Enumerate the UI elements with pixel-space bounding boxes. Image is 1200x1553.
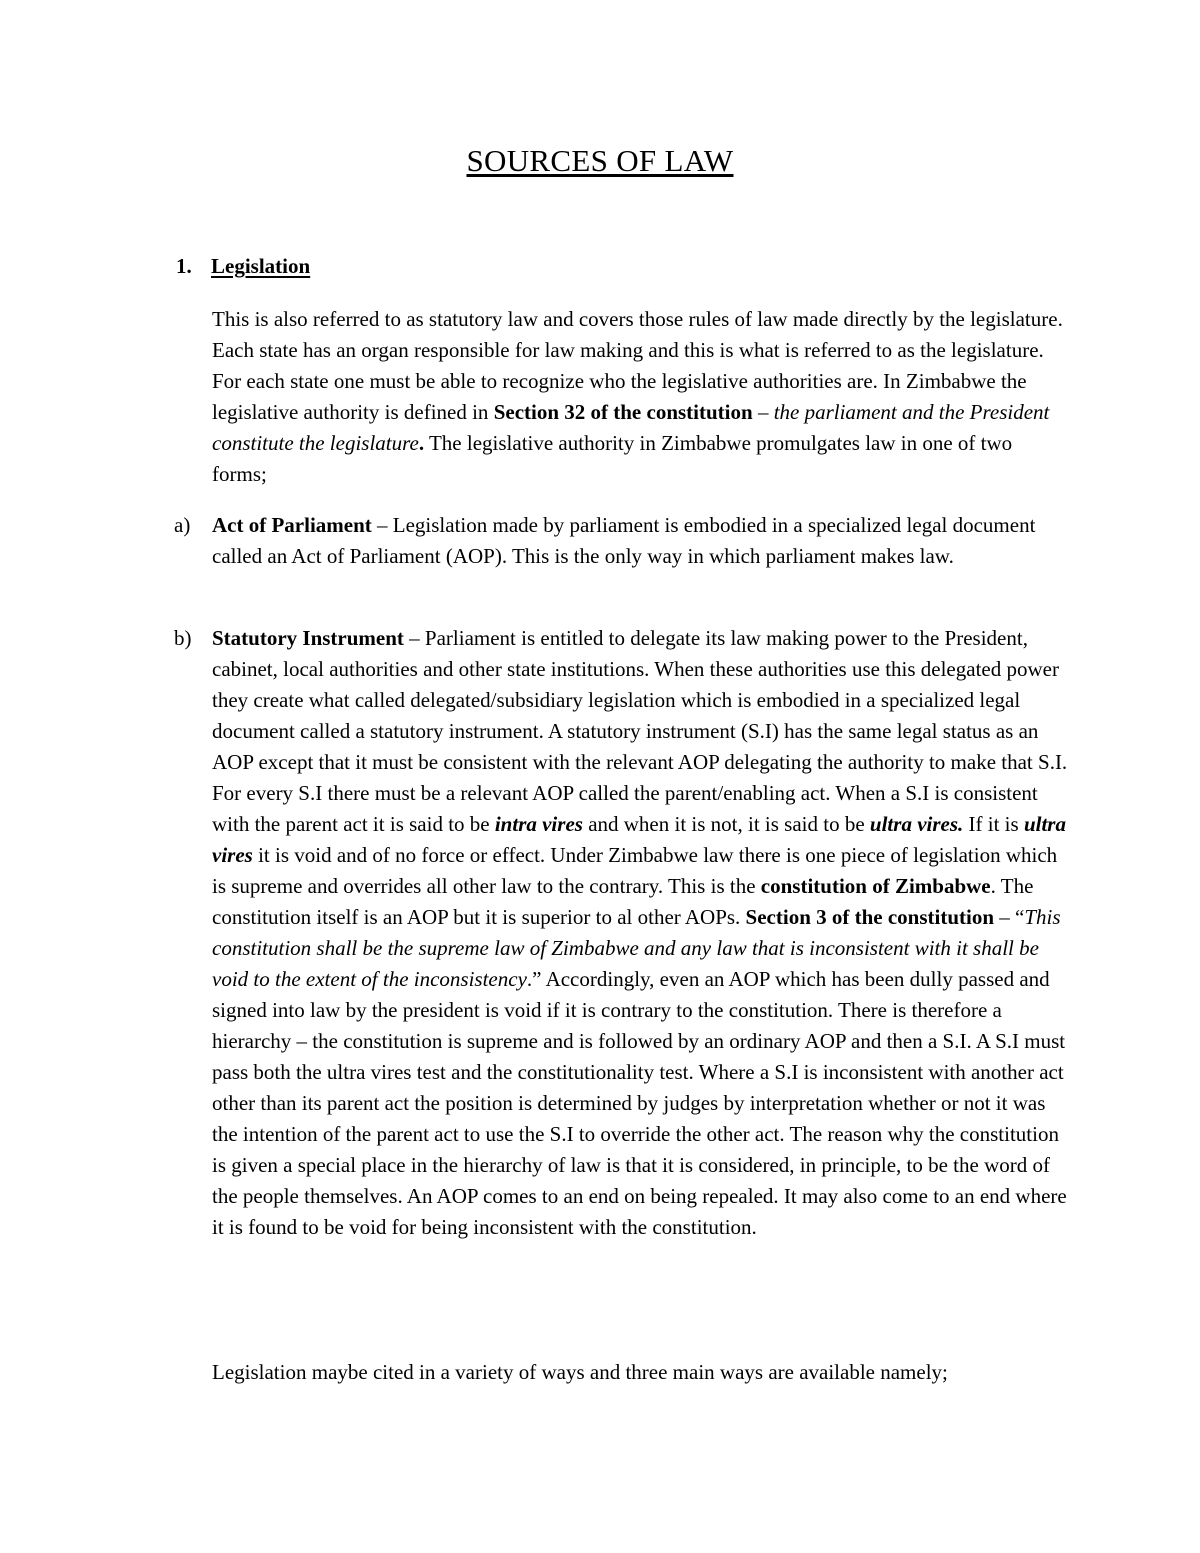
item-a-text: – Legislation made by parliament is embodied in a specialized legal document called an Act of Parliament (AOP). This is the only way in which parliament makes law. bbox=[212, 513, 1036, 568]
intro-text-3: The legislative authority in Zimbabwe promulgates law in one of two forms; bbox=[212, 431, 1013, 486]
item-b-text-4: it is void and of no force or effect. Under Zimbabwe law there is one piece of legislation which is supreme and overrides all other law to the contrary. This is the bbox=[212, 843, 1058, 898]
item-b-text-7: .” Accordingly, even an AOP which has been dully passed and signed into law by the president is void if it is contrary to the constitution. There is therefore a hierarchy – the constitution is supreme and is followed by an ordinary AOP and then a S.I. A S.I must pass both the ultra vires test and the constitutionality test. Where a S.I is inconsistent with another act other than its parent act the position is determined by judges by interpretation whether or not it was the intention of the parent act to use the S.I to override the other act. The reason why the constitution is given a special place in the hierarchy of law is that it is considered, in principle, to be the word of the people themselves. An AOP comes to an end on being repealed. It may also come to an end where it is found to be void for being inconsistent with the constitution. bbox=[212, 967, 1067, 1239]
constitution-quote: This constitution shall be the supreme law of Zimbabwe and any law that is inconsistent with it shall be void to the extent of the inconsistency bbox=[212, 905, 1061, 991]
item-b-text-2: and when it is not, it is said to be bbox=[582, 812, 870, 836]
list-item-statutory-instrument bbox=[212, 623, 1072, 1243]
item-b-text-1: – Parliament is entitled to delegate its law making power to the President, cabinet, local authorities and other state institutions. When these authorities use this delegated power they create what called delegated/subsidiary legislation which is embodied in a specialized legal document called a statutory instrument. A statutory instrument (S.I) has the same legal status as an AOP except that it must be consistent with the relevant AOP delegating the authority to make that S.I. For every S.I there must be a relevant AOP called the parent/enabling act. When a S.I is consistent with the parent act it is said to be bbox=[212, 626, 1068, 836]
term-section-3: Section 3 of the constitution bbox=[745, 905, 995, 929]
page-title: SOURCES OF LAW bbox=[466, 143, 734, 178]
closing-paragraph: Legislation maybe cited in a variety of ways and three main ways are available namely; bbox=[212, 1360, 948, 1384]
section-heading-legislation bbox=[176, 254, 310, 279]
term-act-of-parliament: Act of Parliament bbox=[212, 513, 372, 537]
list-marker-b: b) bbox=[174, 626, 192, 650]
item-b-text-3: If it is bbox=[963, 812, 1024, 836]
intro-bold-period: . bbox=[418, 431, 425, 455]
item-b-text-6: – “ bbox=[994, 905, 1025, 929]
term-statutory-instrument: Statutory Instrument bbox=[212, 626, 404, 650]
section-label: Legislation bbox=[211, 254, 311, 278]
intro-bold-section-32: Section 32 of the constitution bbox=[493, 400, 753, 424]
term-ultra-vires-2: ultra vires bbox=[212, 812, 1066, 867]
list-item-act-of-parliament bbox=[212, 510, 1072, 572]
intro-dash: – bbox=[752, 400, 774, 424]
intro-text-1: This is also referred to as statutory law and covers those rules of law made directly by the legislature. Each state has an organ responsible for law making and this is what is referred to as the legislature. For each state one must be able to recognize who the legislative authorities are. In Zimbabwe the legislative authority is defined in bbox=[212, 307, 1063, 424]
intro-paragraph bbox=[212, 304, 1072, 490]
term-intra-vires: intra vires bbox=[494, 812, 583, 836]
term-ultra-vires: ultra vires. bbox=[869, 812, 964, 836]
term-constitution-of-zimbabwe: constitution of Zimbabwe bbox=[760, 874, 991, 898]
intro-italic-quote: the parliament and the President constitute the legislature bbox=[212, 400, 1050, 455]
section-number: 1. bbox=[176, 254, 192, 278]
list-marker-a: a) bbox=[174, 513, 191, 537]
item-b-text-5: . The constitution itself is an AOP but it is superior to al other AOPs. bbox=[212, 874, 1034, 929]
